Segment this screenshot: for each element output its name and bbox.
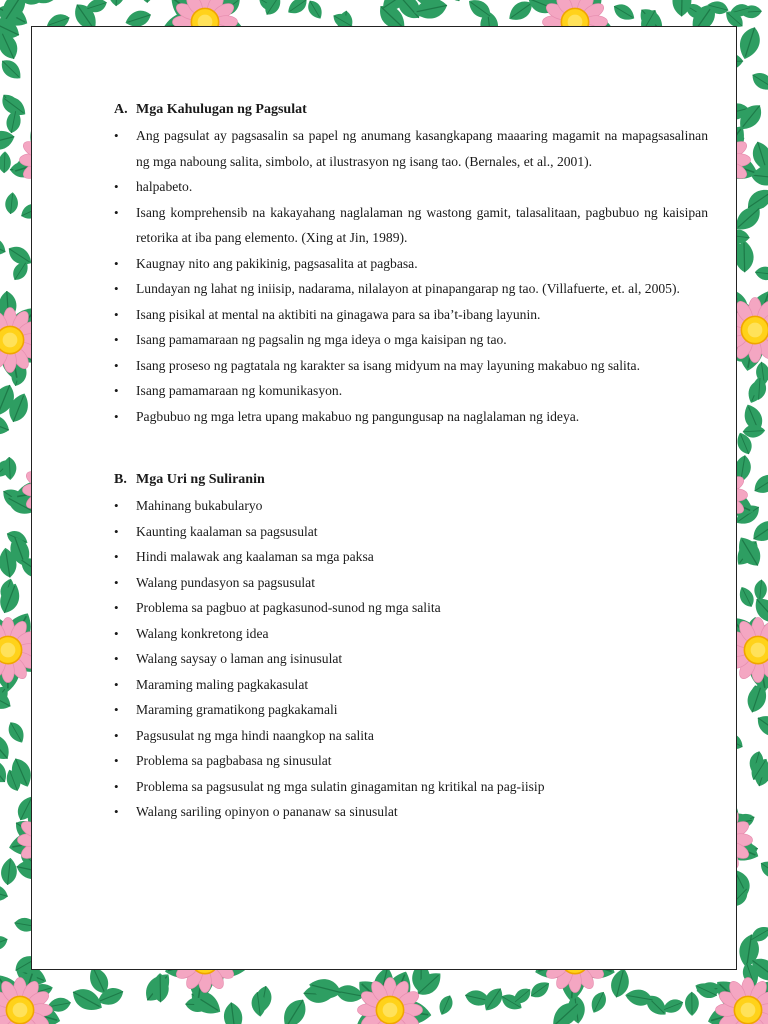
leaf-icon [754, 266, 768, 282]
leaf-icon [753, 579, 767, 602]
leaf-icon [443, 0, 465, 4]
bullet-icon: • [114, 128, 119, 143]
bullet-icon: • [114, 332, 119, 347]
list-item-text: Problema sa pagbabasa ng sinusulat [136, 753, 332, 768]
bullet-icon: • [114, 408, 119, 424]
list-item [114, 251, 708, 277]
list-item [114, 621, 708, 647]
list-item-text: Pagbubuo ng mga letra upang makabuo ng pangungusap na naglalaman ng ideya. [136, 408, 580, 424]
leaf-icon [0, 881, 10, 904]
leaf-icon [0, 857, 18, 886]
bullet-icon: • [114, 306, 119, 322]
leaf-icon [736, 25, 764, 62]
leaf-icon [588, 989, 610, 1015]
list-item [114, 672, 708, 698]
list-item-text: Maraming gramatikong pagkakamali [136, 702, 338, 717]
list-item-text: Pagsusulat ng mga hindi naangkop na salita [136, 727, 374, 743]
list-item-text: Isang pamamaraan ng pagsalin ng mga ideya o mga kaisipan ng tao. [136, 332, 507, 347]
bullet-icon: • [114, 498, 119, 513]
section-a-title: Mga Kahulugan ng Pagsulat [136, 102, 307, 117]
leaf-icon [5, 719, 28, 746]
list-item [114, 404, 708, 430]
leaf-icon [749, 69, 768, 95]
list-item [114, 799, 708, 825]
bullet-icon: • [114, 281, 119, 296]
leaf-icon [3, 457, 17, 481]
list-item [114, 774, 708, 800]
section-b-heading [114, 467, 708, 493]
bullet-icon: • [114, 574, 119, 590]
list-item [114, 353, 708, 379]
leaf-icon [736, 584, 757, 609]
list-item-text: Kaunting kaalaman sa pagsusulat [136, 523, 318, 539]
bullet-icon: • [114, 255, 119, 271]
leaf-icon [750, 469, 768, 497]
leaf-icon [4, 192, 19, 215]
leaf-icon [0, 151, 11, 173]
list-item-text: Walang sariling opinyon o pananaw sa sinusulat [136, 804, 398, 819]
list-item-text: Ang pagsulat ay pagsasalin sa papel ng anumang kasangkapang maaaring magamit na mapagsasalinan ng mga naboung salita, simbolo, at ilustrasyon ng isang tao. (Bernales, et al., 2001). [136, 128, 708, 169]
list-item [114, 748, 708, 774]
leaf-icon [527, 978, 552, 1001]
list-item-text: Lundayan ng lahat ng iniisip, nadarama, nilalayon at pinapangarap ng tao. (Villafuerte, et. al, 2005). [136, 281, 680, 296]
list-item-text: Walang pundasyon sa pagsusulat [136, 574, 315, 590]
bullet-icon: • [114, 727, 119, 743]
bullet-icon: • [114, 549, 119, 564]
section-b-list [114, 493, 708, 825]
list-item-text: Isang pisikal at mental na aktibiti na ginagawa para sa iba’t-ibang layunin. [136, 306, 541, 322]
bullet-icon: • [114, 523, 119, 539]
list-item-text: Maraming maling pagkakasulat [136, 676, 309, 692]
list-item [114, 378, 708, 404]
bullet-icon: • [114, 179, 119, 194]
list-item [114, 327, 708, 353]
list-item [114, 646, 708, 672]
bullet-icon: • [114, 357, 119, 373]
list-item [114, 200, 708, 251]
leaf-icon [140, 0, 154, 3]
bullet-icon: • [114, 600, 119, 615]
list-item [114, 570, 708, 596]
bullet-icon: • [114, 676, 119, 692]
leaf-icon [0, 232, 9, 259]
list-item-text: Walang konkretong idea [136, 625, 269, 641]
list-item-text: Problema sa pagbuo at pagkasunod-sunod ng mga salita [136, 600, 441, 615]
leaf-icon [285, 0, 311, 18]
bullet-icon: • [114, 383, 119, 398]
list-item-text: Walang saysay o laman ang isinusulat [136, 651, 343, 666]
document-page [31, 26, 737, 970]
list-item [114, 276, 708, 302]
leaf-icon [611, 0, 638, 24]
list-item [114, 174, 708, 200]
leaf-icon [278, 995, 311, 1024]
bullet-icon: • [114, 702, 119, 717]
leaf-icon [436, 993, 456, 1017]
list-item-text: Isang proseso ng pagtatala ng karakter sa isang midyum na may layuning makabuo ng salita. [136, 357, 640, 373]
bullet-icon: • [114, 778, 119, 794]
bullet-icon: • [114, 753, 119, 768]
list-item [114, 697, 708, 723]
list-item-text: Problema sa pagsusulat ng mga sulatin ginagamitan ng kritikal na pag-iisip [136, 778, 545, 794]
leaf-icon [0, 56, 25, 84]
leaf-icon [305, 0, 326, 22]
list-item [114, 595, 708, 621]
bullet-icon: • [114, 204, 119, 220]
section-b-letter: B. [114, 472, 127, 487]
document-content [114, 97, 708, 825]
list-item [114, 123, 708, 174]
list-item [114, 493, 708, 519]
list-item [114, 519, 708, 545]
leaf-icon [0, 933, 10, 954]
list-item [114, 302, 708, 328]
list-item-text: halpabeto. [136, 179, 193, 194]
section-a-heading [114, 97, 708, 123]
list-item-text: Mahinang bukabularyo [136, 498, 263, 513]
list-item-text: Isang pamamaraan ng komunikasyon. [136, 383, 343, 398]
bullet-icon: • [114, 625, 119, 641]
section-b-title: Mga Uri ng Suliranin [136, 472, 265, 487]
list-item [114, 723, 708, 749]
bullet-icon: • [114, 651, 119, 666]
leaf-icon [685, 992, 699, 1016]
list-item-text: Kaugnay nito ang pakikinig, pagsasalita at pagbasa. [136, 255, 418, 271]
bullet-icon: • [114, 804, 119, 819]
list-item-text: Hindi malawak ang kaalaman sa mga paksa [136, 549, 374, 564]
section-a-letter: A. [114, 102, 128, 117]
list-item [114, 544, 708, 570]
leaf-icon [757, 857, 768, 883]
section-a-list [114, 123, 708, 429]
leaf-icon [753, 711, 768, 743]
list-item-text: Isang komprehensib na kakayahang naglalaman ng wastong gamit, talasalitaan, pagbubuo ng kaisipan retorika at iba pang elemento. (Xing at Jin, 1989). [136, 204, 708, 245]
leaf-icon [108, 0, 127, 7]
leaf-icon [222, 1001, 244, 1024]
leaf-icon [672, 0, 692, 17]
